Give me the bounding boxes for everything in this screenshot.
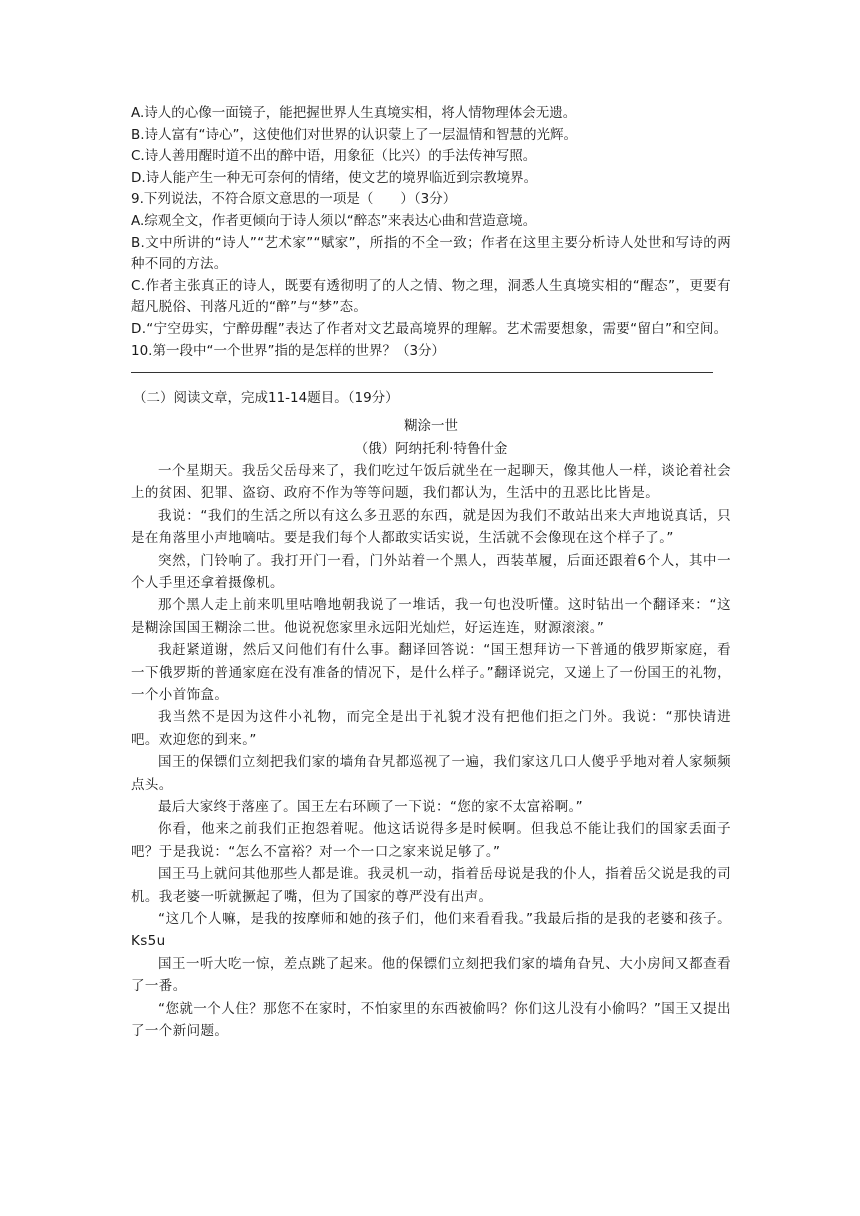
story-paragraph: “您就一个人住？那您不在家时，不怕家里的东西被偷吗？你们这儿没有小偷吗？”国王又提出了一个新问题。 (131, 1000, 731, 1040)
q9-option-b: B.文中所讲的“诗人”“艺术家”“赋家”，所指的不全一致；作者在这里主要分析诗人处世和写诗的两种不同的方法。 (131, 234, 731, 273)
story-paragraph: 那个黑人走上前来叽里咕噜地朝我说了一堆话，我一句也没听懂。这时钻出一个翻译来：“这是糊涂国国王糊涂二世。他说祝您家里永远阳光灿烂，好运连连，财源滚滚。” (131, 597, 731, 636)
question-9 (131, 189, 731, 340)
story-paragraph: 国王马上就问其他那些人都是谁。我灵机一动，指着岳母说是我的仆人，指着岳父说是我的司机。我老婆一听就撅起了嘴，但为了国家的尊严没有出声。 (131, 866, 731, 905)
story-paragraph: 我赶紧道谢，然后又问他们有什么事。翻译回答说：“国王想拜访一下普通的俄罗斯家庭，看一下俄罗斯的普通家庭在没有准备的情况下，是什么样子。”翻译说完，又递上了一份国王的礼物，一个小首饰盒。 (131, 642, 731, 703)
section-2-heading: （二）阅读文章，完成11-14题目。（19分） (133, 390, 399, 407)
q9-option-a: A.综观全文，作者更倾向于诗人须以“醉态”来表达心曲和营造意境。 (131, 212, 537, 229)
q9-option-c: C.作者主张真正的诗人，既要有透彻明了的人之情、物之理，洞悉人生真境实相的“醒态”，更要有超凡脱俗、刊落凡近的“醉”与“梦”态。 (131, 277, 731, 316)
q8-option-b: B.诗人富有“诗心”，这使他们对世界的认识蒙上了一层温情和智慧的光辉。 (131, 126, 578, 143)
story-paragraph: 最后大家终于落座了。国王左右环顾了一下说：“您的家不太富裕啊。” (158, 799, 584, 816)
q8-option-c: C.诗人善用醒时道不出的醉中语，用象征（比兴）的手法传神写照。 (131, 148, 537, 165)
q8-options (131, 103, 731, 189)
q8-option-d: D.诗人能产生一种无可奈何的情绪，使文艺的境界临近到宗教境界。 (131, 169, 538, 186)
q9-option-d: D.“宁空毋实，宁醉毋醒”表达了作者对文艺最高境界的理解。艺术需要想象，需要“留白”和空间。 (131, 320, 728, 337)
story-paragraph: 我说：“我们的生活之所以有这么多丑恶的东西，就是因为我们不敢站出来大声地说真话，只是在角落里小声地嘀咕。要是我们每个人都敢实话实说，生活就不会像现在这个样子了。” (131, 507, 731, 547)
story-paragraph: 突然，门铃响了。我打开门一看，门外站着一个黑人，西装革履，后面还跟着6个人，其中一个人手里还拿着摄像机。 (131, 552, 731, 591)
question-10 (131, 341, 731, 374)
answer-line[interactable] (131, 362, 713, 373)
story-body (131, 460, 731, 1043)
story-paragraph: 你看，他来之前我们正抱怨着呢。他这话说得多是时候啊。但我总不能让我们的国家丢面子吧？于是我说：“怎么不富裕？对一个一口之家来说足够了。” (131, 821, 731, 860)
q8-option-a: A.诗人的心像一面镜子，能把握世界人生真境实相，将人情物理体会无遗。 (131, 105, 577, 121)
q10-stem: 10.第一段中“一个世界”指的是怎样的世界？（3分） (131, 342, 446, 359)
story-paragraph: “这几个人嘛，是我的按摩师和她的孩子们，他们来看看我。”我最后指的是我的老婆和孩子。Ks5u (131, 911, 731, 950)
exam-page (131, 103, 731, 1043)
story-paragraph: 我当然不是因为这件小礼物，而完全是出于礼貌才没有把他们拒之门外。我说：“那快请进吧。欢迎您的到来。” (131, 709, 731, 748)
story-author: （俄）阿纳托利·特鲁什金 (354, 440, 508, 457)
story-title: 糊涂一世 (404, 418, 458, 435)
story-paragraph: 国王的保镖们立刻把我们家的墙角旮旯都巡视了一遍，我们家这几口人傻乎乎地对着人家频频点头。 (131, 754, 731, 793)
q9-stem: 9.下列说法，不符合原文意思的一项是（ ）（3分） (131, 191, 457, 208)
story-paragraph: 国王一听大吃一惊，差点跳了起来。他的保镖们立刻把我们家的墙角旮旯、大小房间又都查看了一番。 (131, 955, 731, 995)
story-paragraph: 一个星期天。我岳父岳母来了，我们吃过午饭后就坐在一起聊天，像其他人一样，谈论着社会上的贫困、犯罪、盗窃、政府不作为等等问题，我们都认为，生活中的丑恶比比皆是。 (131, 462, 731, 502)
